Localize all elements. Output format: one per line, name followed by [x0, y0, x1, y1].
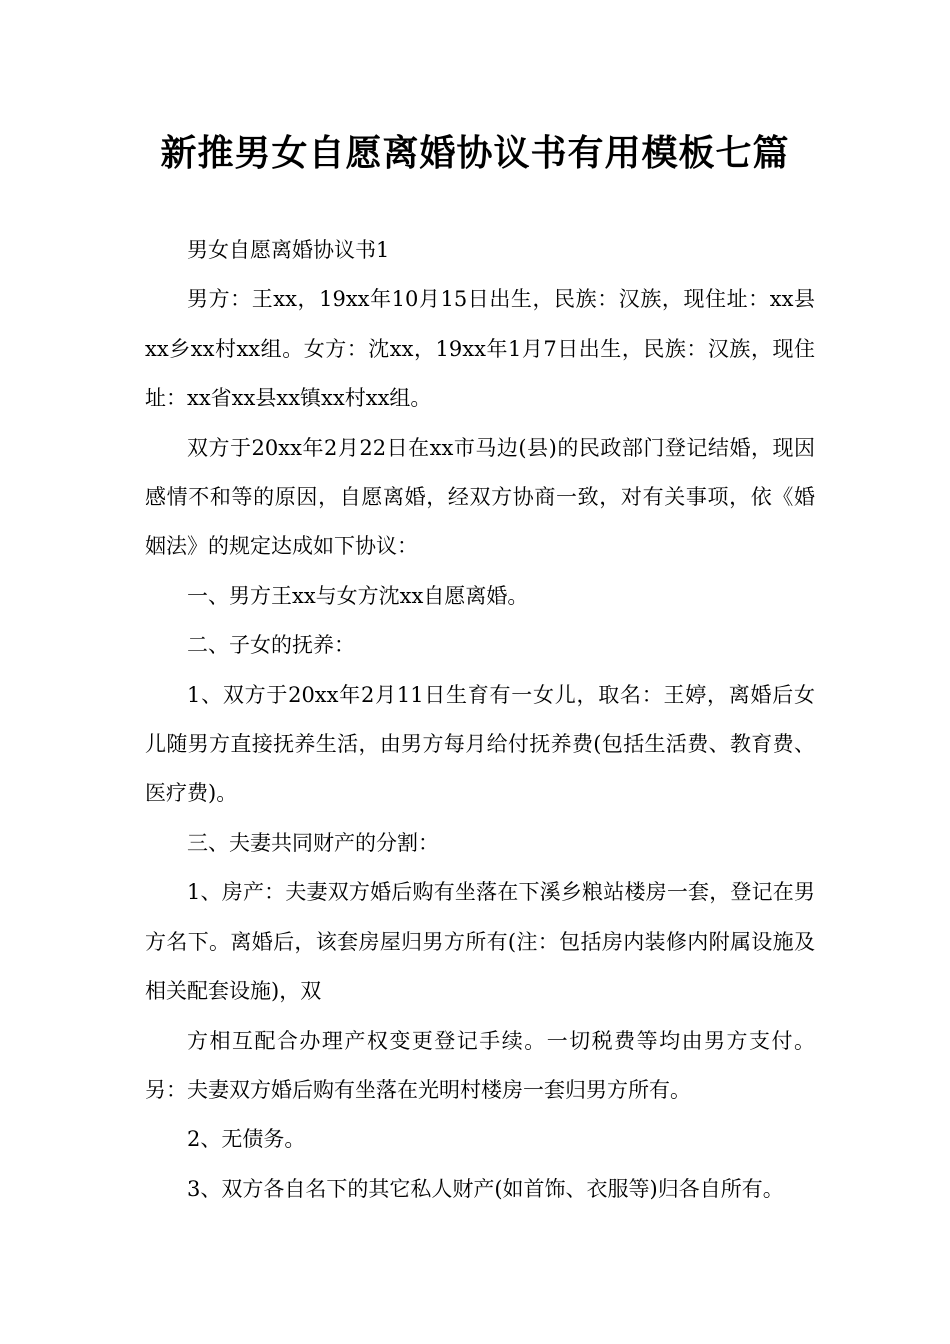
- paragraph: 1、双方于20xx年2月11日生育有一女儿，取名：王婷，离婚后女儿随男方直接抚养生活，由男方每月给付抚养费(包括生活费、教育费、医疗费)。: [145, 682, 815, 806]
- paragraph: 二、子女的抚养：: [187, 633, 355, 658]
- paragraph: 1、房产：夫妻双方婚后购有坐落在下溪乡粮站楼房一套，登记在男方名下。离婚后，该套房屋归男方所有(注：包括房内装修内附属设施及相关配套设施)，双: [145, 880, 815, 1004]
- paragraph: 3、双方各自名下的其它私人财产(如首饰、衣服等)归各自所有。: [187, 1176, 784, 1201]
- document-body: [145, 226, 815, 1214]
- document-title: 新推男女自愿离婚协议书有用模板七篇: [160, 133, 790, 174]
- paragraph: 一、男方王xx与女方沈xx自愿离婚。: [187, 583, 529, 608]
- paragraph: 2、无债务。: [187, 1127, 306, 1152]
- paragraph: 男女自愿离婚协议书1: [187, 238, 390, 262]
- paragraph: 双方于20xx年2月22日在xx市马边(县)的民政部门登记结婚，现因感情不和等的原因，自愿离婚，经双方协商一致，对有关事项，依《婚姻法》的规定达成如下协议：: [145, 435, 815, 559]
- paragraph: 男方：王xx，19xx年10月15日出生，民族：汉族，现住址：xx县xx乡xx村xx组。女方：沈xx，19xx年1月7日出生，民族：汉族，现住址：xx省xx县xx镇xx村xx组。: [145, 287, 815, 411]
- paragraph: 方相互配合办理产权变更登记手续。一切税费等均由男方支付。另：夫妻双方婚后购有坐落在光明村楼房一套归男方所有。: [145, 1028, 815, 1102]
- paragraph: 三、夫妻共同财产的分割：: [187, 830, 439, 855]
